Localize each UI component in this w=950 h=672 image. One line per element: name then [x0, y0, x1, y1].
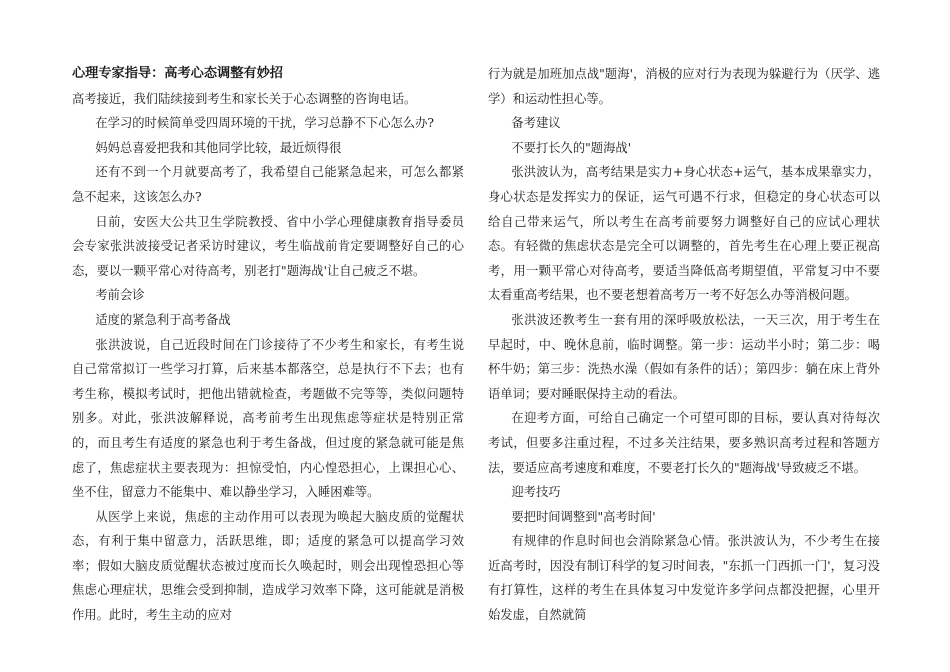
right-column: [488, 62, 880, 628]
paragraph: 备考建议: [511, 116, 561, 131]
paragraph: 在迎考方面，可给自己确定一个可望可即的目标，要认真对待每次考试，但要多注重过程，不过多关注结果，要多熟识高考过程和答题方法，要适应高考速度和难度，不要老打长久的"题海战'导致疲乏不堪。: [488, 411, 880, 475]
paragraph: 在学习的时候简单受四周环境的干扰，学习总静不下心怎么办?: [95, 116, 434, 131]
paragraph: 张洪波说，自己近段时间在门诊接待了不少考生和家长，有考生说自己常常拟订一些学习打算，后来基本都落空，总是执行不下去；也有考生称，模拟考试时，把他出错就检查，考题做不完等等，类似问题特别多。对此，张洪波解释说，高考前考生出现焦虑等症状是特别正常的，而且考生有适度的紧急也利于考生备战，但过度的紧急就可能是焦虑了，焦虑症状主要表现为：担惊受怕，内心惶恐担心，上课担心心、坐不住，留意力不能集中、难以静坐学习，入睡困难等。: [72, 337, 464, 500]
paragraph: 高考接近，我们陆续接到考生和家长关于心态调整的咨询电话。: [72, 91, 417, 106]
paragraph: 要把时间调整到"高考时间': [511, 509, 656, 524]
left-paragraphs: [72, 87, 464, 628]
paragraph: 日前，安医大公共卫生学院教授、省中小学心理健康教育指导委员会专家张洪波接受记者采访时建议，考生临战前肯定要调整好自己的心态，要以一颗平常心对待高考，别老打"题海战'让自己疲乏不堪。: [72, 214, 464, 278]
article-title: 心理专家指导：高考心态调整有妙招: [72, 66, 283, 81]
paragraph: 不要打长久的"题海战': [511, 140, 632, 155]
paragraph: 行为就是加班加点战"题海'，消极的应对行为表现为躲避行为（厌学、逃学）和运动性担心等。: [488, 67, 880, 106]
paragraph: 有规律的作息时间也会消除紧急心情。张洪波认为，不少考生在接近高考时，因没有制订科学的复习时间表，"东抓一门西抓一门'，复习没有打算性，这样的考生在具体复习中发觉许多学问点都没把握，心里开始发虚，自然就简: [488, 534, 880, 623]
left-column: [72, 62, 464, 628]
right-paragraphs: [488, 62, 880, 628]
paragraph: 考前会诊: [95, 288, 145, 303]
paragraph: 适度的紧急利于高考备战: [95, 312, 231, 327]
paragraph: 张洪波还教考生一套有用的深呼吸放松法，一天三次，用于考生在早起时，中、晚休息前，临时调整。第一步：运动半小时；第二步：喝杯牛奶；第三步：洗热水澡（假如有条件的话）；第四步：躺在床上背外语单词；要对睡眠保持主动的看法。: [488, 312, 880, 401]
paragraph: 从医学上来说，焦虑的主动作用可以表现为唤起大脑皮质的觉醒状态，有利于集中留意力，活跃思维，即；适度的紧急可以提高学习效率；假如大脑皮质觉醒状态被过度而长久唤起时，则会出现惶恐担心等焦虑心理症状，思维会受到抑制，造成学习效率下降，这可能就是消极作用。此时，考生主动的应对: [72, 509, 464, 623]
paragraph: 迎考技巧: [511, 485, 561, 500]
paragraph: 还有不到一个月就要高考了，我希望自己能紧急起来，可怎么都紧急不起来，这该怎么办?: [72, 165, 464, 204]
paragraph: 妈妈总喜爱把我和其他同学比较，最近烦得很: [95, 140, 342, 155]
paragraph: 张洪波认为，高考结果是实力+身心状态+运气，基本成果靠实力，身心状态是发挥实力的保证，运气可遇不行求，但稳定的身心状态可以给自己带来运气，所以考生在高考前要努力调整好自己的应试心理状态。有轻微的焦虑状态是完全可以调整的，首先考生在心理上要正视高考，用一颗平常心对待高考，要适当降低高考期望值，平常复习中不要太看重高考结果，也不要老想着高考万一考不好怎么办等消极问题。: [488, 165, 880, 303]
